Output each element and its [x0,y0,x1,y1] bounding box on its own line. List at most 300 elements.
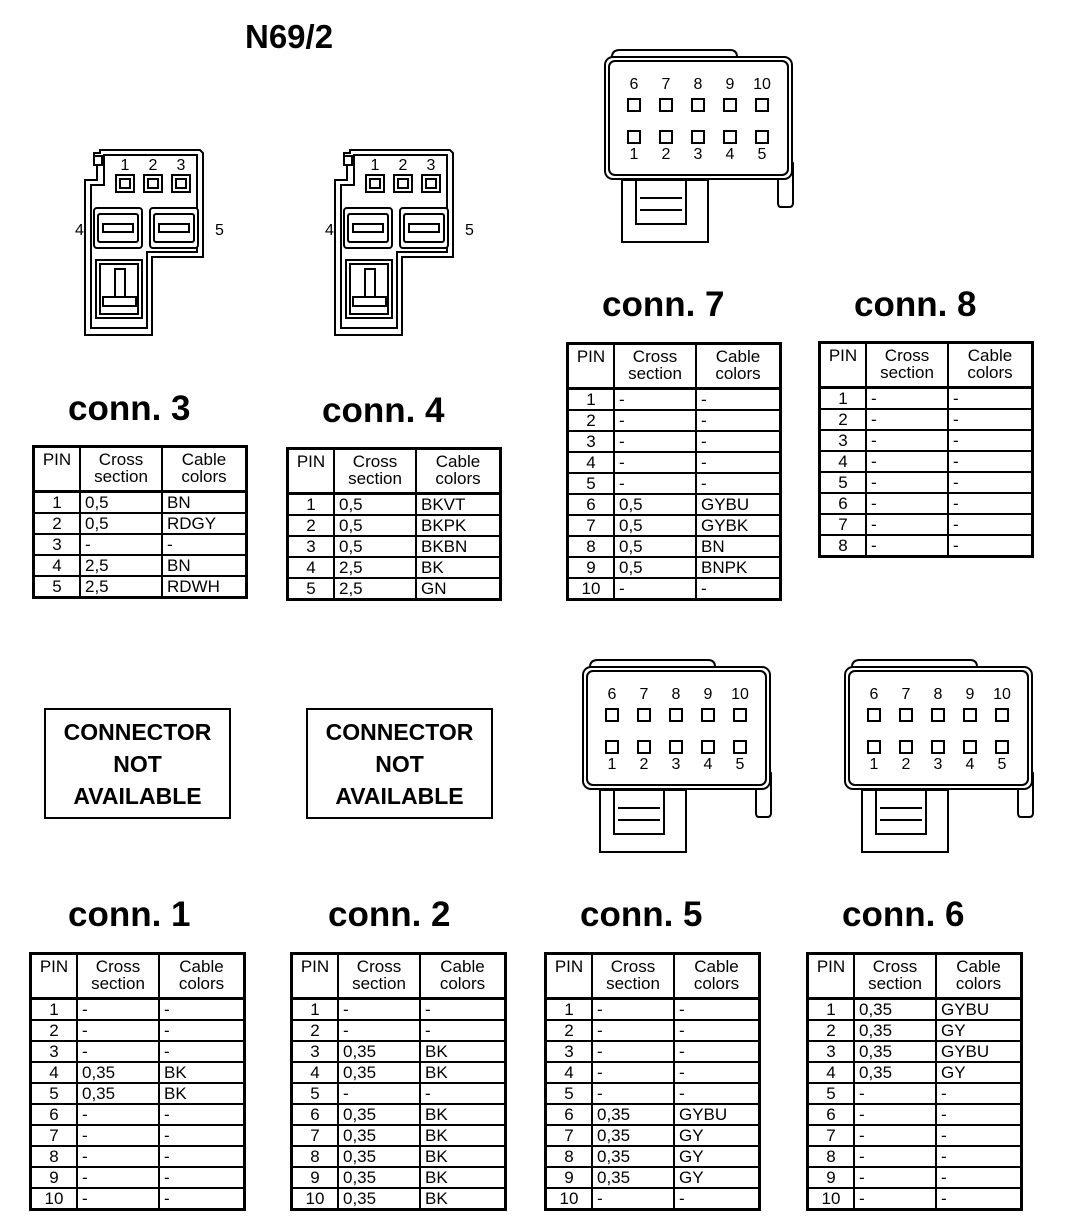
cable-color-value: BN [696,536,781,557]
cross-section-value: 0,35 [592,1146,674,1167]
connector-top-ridge [612,50,737,57]
cable-color-value: - [696,410,781,431]
pin-socket [868,709,880,721]
cable-color-value: - [948,430,1033,451]
pin-label: 6 [869,686,879,703]
pin-number: 6 [292,1104,339,1125]
cable-color-value: GY [936,1062,1022,1083]
table-row [546,1062,760,1083]
pin-number: 5 [34,576,81,598]
pin-number: 5 [568,473,615,494]
cable-color-value: - [159,1125,245,1146]
pin-label: 8 [671,686,681,703]
cable-colors-header: Cable colors [162,447,247,492]
cable-color-value: - [159,999,245,1021]
pin-label: 7 [639,686,649,703]
table-row [546,1146,760,1167]
table-row [34,555,247,576]
cross-section-value: 0,35 [338,1041,420,1062]
connector-5-drawing [578,655,778,855]
pin-socket [670,709,682,721]
table-row [568,494,781,515]
pin-socket [724,131,736,143]
table-row [546,1104,760,1125]
pin-number: 8 [292,1146,339,1167]
cross-section-value: 0,35 [854,1020,936,1041]
cross-section-header: Cross section [338,954,420,999]
pin-label: 3 [176,157,186,174]
cable-color-value: - [696,452,781,473]
cross-section-value: 2,5 [80,555,162,576]
pin-socket [734,741,746,753]
pin-number: 7 [820,514,867,535]
cable-color-value: BK [420,1104,506,1125]
cable-color-value: - [420,1083,506,1104]
na-line-3: AVAILABLE [73,782,202,809]
pin-number: 4 [31,1062,78,1083]
pin-number: 10 [546,1188,593,1210]
table-row [546,1041,760,1062]
pin-blade [103,224,133,232]
table-row [808,1125,1022,1146]
cross-section-value: 0,5 [80,513,162,534]
pin-number: 10 [568,578,615,600]
cable-color-value: - [674,999,760,1021]
cable-colors-header: Cable colors [416,449,501,494]
pin-socket-inner [398,179,408,188]
cross-section-value: 0,5 [334,515,416,536]
conn7-title: conn. 7 [602,285,725,324]
pin-blade [159,224,189,232]
pin-number: 3 [820,430,867,451]
pin-label: 1 [120,157,130,174]
cable-color-value: RDWH [162,576,247,598]
pin-header: PIN [808,954,855,999]
pin-label: 10 [731,686,749,703]
cable-colors-header: Cable colors [159,954,245,999]
cable-colors-header: Cable colors [948,343,1033,388]
table-row [546,1083,760,1104]
pin-number: 7 [31,1125,78,1146]
pin-socket [628,131,640,143]
cross-section-value: - [592,1062,674,1083]
table-row [288,578,501,600]
table-row [34,576,247,598]
cable-color-value: - [674,1062,760,1083]
cable-color-value: - [674,1188,760,1210]
table-row [820,430,1033,451]
cross-section-value: - [77,1020,159,1041]
connector-3-drawing [70,145,230,340]
pin-number: 5 [808,1083,855,1104]
cable-color-value: BKBN [416,536,501,557]
cable-color-value: BNPK [696,557,781,578]
table-row [820,409,1033,430]
cable-color-value: - [948,493,1033,514]
pin-number: 8 [568,536,615,557]
pin-number: 8 [546,1146,593,1167]
conn1-title: conn. 1 [68,895,191,934]
pin-socket-inner [176,179,186,188]
cross-section-value: 0,35 [338,1146,420,1167]
pin-number: 8 [31,1146,78,1167]
cable-color-value: BK [416,557,501,578]
table-row [292,1188,506,1210]
cross-section-value: 0,5 [614,515,696,536]
cable-color-value: - [936,1188,1022,1210]
cable-color-value: - [948,514,1033,535]
pin-socket-inner [148,179,158,188]
cross-section-value: 0,5 [614,494,696,515]
pin-number: 6 [808,1104,855,1125]
table-row [568,473,781,494]
cross-section-value: 0,5 [614,536,696,557]
cable-color-value: GYBU [674,1104,760,1125]
table-row [288,557,501,578]
pin-number: 2 [31,1020,78,1041]
table-row [820,514,1033,535]
cross-section-value: - [866,514,948,535]
cable-color-value: RDGY [162,513,247,534]
cross-section-value: - [592,999,674,1021]
pin-number: 3 [808,1041,855,1062]
pin-number: 1 [838,389,848,408]
table-row [808,1188,1022,1210]
connector-not-available-box-1 [44,708,231,819]
table-row [568,536,781,557]
cross-section-value: - [77,1125,159,1146]
cable-color-value: - [936,1125,1022,1146]
cross-section-value: - [592,1020,674,1041]
table-row [31,1041,245,1062]
cross-section-value: - [592,1083,674,1104]
connector-top-ridge [590,660,715,667]
cross-section-header: Cross section [854,954,936,999]
cross-section-value: - [338,1083,420,1104]
key-stem [115,269,125,299]
table-row [31,1167,245,1188]
cross-section-value: - [854,1146,936,1167]
pin-socket-inner [426,179,436,188]
cable-color-value: BK [159,1083,245,1104]
table-row [31,1146,245,1167]
pin-socket-inner [120,179,130,188]
cable-color-value: - [948,535,1033,557]
pin-number: 5 [292,1083,339,1104]
table-row [568,515,781,536]
pin-number: 7 [808,1125,855,1146]
pin-number: 1 [49,1000,59,1019]
cable-color-value: - [159,1041,245,1062]
cross-section-value: 0,5 [614,557,696,578]
table-row [31,1062,245,1083]
pin-socket [692,99,704,111]
cross-section-value: 0,35 [854,999,936,1021]
pin-number: 4 [808,1062,855,1083]
cross-section-value: 0,35 [338,1125,420,1146]
cable-color-value: - [420,1020,506,1041]
cable-color-value: GY [674,1167,760,1188]
table-row [31,1188,245,1210]
cable-color-value: BK [420,1167,506,1188]
cable-color-value: GY [674,1146,760,1167]
pin-socket [900,741,912,753]
connector-4-drawing [320,145,480,340]
conn6-title: conn. 6 [842,895,965,934]
cross-section-value: - [854,1125,936,1146]
pin-label: 5 [735,756,745,773]
cross-section-value: - [592,1041,674,1062]
cross-section-value: 0,5 [334,494,416,516]
pin-socket [670,741,682,753]
cross-section-value: 0,35 [592,1104,674,1125]
pin-socket [964,709,976,721]
pin-socket [756,131,768,143]
cross-section-value: 0,35 [77,1062,159,1083]
table-row [808,999,1022,1021]
cable-color-value: - [936,1146,1022,1167]
cable-color-value: - [159,1104,245,1125]
table-row [546,1188,760,1210]
pin-label: 5 [757,146,767,163]
cable-color-value: - [936,1083,1022,1104]
cable-color-value: - [948,409,1033,430]
cross-section-value: 0,35 [338,1062,420,1083]
pin-label: 4 [325,222,334,239]
table-row [292,1125,506,1146]
pin-label: 7 [661,76,671,93]
cross-section-value: - [866,493,948,514]
pin-label: 6 [629,76,639,93]
cross-section-value: - [866,430,948,451]
pin-number: 2 [34,513,81,534]
pin-number: 2 [808,1020,855,1041]
pin-socket [660,131,672,143]
pin-number: 3 [568,431,615,452]
conn4-title: conn. 4 [322,391,445,430]
pin-number: 6 [31,1104,78,1125]
pin-label: 3 [426,157,436,174]
table-row [820,535,1033,557]
table-row [34,513,247,534]
cross-section-value: 2,5 [334,557,416,578]
cross-section-value: - [614,389,696,411]
na-line-2: NOT [375,750,424,777]
cross-section-value: - [614,473,696,494]
conn5-pin-table [544,952,761,1211]
pin-socket [724,99,736,111]
table-row [292,999,506,1021]
pin-socket [606,709,618,721]
cable-color-value: GYBU [936,1041,1022,1062]
pin-number: 4 [546,1062,593,1083]
pin-label: 3 [693,146,703,163]
cross-section-value: - [866,388,948,410]
cross-section-value: - [614,452,696,473]
na-line-1: CONNECTOR [63,718,212,745]
cross-section-value: - [338,1020,420,1041]
cable-color-value: - [162,534,247,555]
pin-blade [353,224,383,232]
cable-color-value: - [936,1167,1022,1188]
pin-header: PIN [292,954,339,999]
pin-number: 7 [568,515,615,536]
conn8-title: conn. 8 [854,285,977,324]
cross-section-value: - [866,409,948,430]
cable-colors-header: Cable colors [696,344,781,389]
pin-number: 2 [546,1020,593,1041]
key-stem [365,269,375,299]
pin-socket [734,709,746,721]
pin-socket [638,709,650,721]
cable-color-value: BKPK [416,515,501,536]
table-row [808,1041,1022,1062]
pin-number: 7 [292,1125,339,1146]
cable-color-value: GY [936,1020,1022,1041]
table-row [31,1104,245,1125]
cross-section-value: 0,35 [77,1083,159,1104]
pin-blade [409,224,439,232]
conn5-title: conn. 5 [580,895,703,934]
pin-label: 7 [901,686,911,703]
cross-section-value: - [854,1167,936,1188]
pin-label: 3 [671,756,681,773]
connector-lock-slot [876,790,926,834]
cross-section-value: - [614,410,696,431]
table-row [808,1146,1022,1167]
pin-number: 1 [52,493,62,512]
cable-color-value: - [696,431,781,452]
cable-color-value: GYBK [696,515,781,536]
pin-socket [628,99,640,111]
table-row [292,1104,506,1125]
table-row [292,1146,506,1167]
cross-section-value: - [866,451,948,472]
table-row [292,1167,506,1188]
table-row [808,1062,1022,1083]
table-row [568,410,781,431]
cable-color-value: BK [420,1188,506,1210]
cross-section-value: 2,5 [80,576,162,598]
pin-label: 1 [370,157,380,174]
pin-label: 10 [993,686,1011,703]
cross-section-value: - [77,1146,159,1167]
pin-number: 2 [292,1020,339,1041]
table-row [820,472,1033,493]
cross-section-value: - [854,1083,936,1104]
pin-label: 4 [965,756,975,773]
cable-color-value: BK [159,1062,245,1083]
pin-number: 4 [288,557,335,578]
connector-lock-slot [614,790,664,834]
cable-color-value: - [948,388,1033,410]
table-row [820,493,1033,514]
pin-label: 6 [607,686,617,703]
cross-section-value: - [854,1104,936,1125]
cross-section-value: - [77,999,159,1021]
cable-color-value: - [948,472,1033,493]
na-line-1: CONNECTOR [325,718,474,745]
table-row [288,515,501,536]
table-row [546,1125,760,1146]
table-row [292,1041,506,1062]
key-base [103,297,136,306]
cross-section-value: - [77,1041,159,1062]
cable-color-value: GN [416,578,501,600]
pin-number: 9 [546,1167,593,1188]
pin-socket [638,741,650,753]
pin-label: 5 [215,222,224,239]
connector-7-drawing [600,45,800,245]
cross-section-header: Cross section [592,954,674,999]
cross-section-value: 0,35 [854,1041,936,1062]
pin-label: 9 [965,686,975,703]
table-row [808,1167,1022,1188]
pin-label: 4 [725,146,735,163]
table-row [546,1020,760,1041]
connector-top-ridge [852,660,977,667]
cross-section-value: - [614,578,696,600]
cable-color-value: - [159,1020,245,1041]
cable-color-value: BK [420,1125,506,1146]
cable-color-value: - [696,578,781,600]
pin-number: 2 [568,410,615,431]
cross-section-value: 0,5 [80,492,162,514]
pin-number: 4 [34,555,81,576]
table-row [568,389,781,411]
table-row [568,431,781,452]
cable-color-value: BN [162,492,247,514]
pin-header: PIN [288,449,335,494]
table-row [288,494,501,516]
cross-section-value: - [77,1104,159,1125]
pin-number: 8 [808,1146,855,1167]
cross-section-value: - [80,534,162,555]
table-row [288,536,501,557]
pin-label: 1 [869,756,879,773]
pin-number: 3 [288,536,335,557]
table-row [808,1104,1022,1125]
table-row [34,492,247,514]
cross-section-value: 2,5 [334,578,416,600]
pin-number: 5 [288,578,335,600]
pin-label: 9 [703,686,713,703]
cross-section-value: 0,35 [592,1125,674,1146]
table-row [31,1083,245,1104]
pin-number: 6 [546,1104,593,1125]
pin-number: 8 [820,535,867,557]
cross-section-value: 0,5 [334,536,416,557]
cross-section-header: Cross section [614,344,696,389]
cross-section-header: Cross section [334,449,416,494]
pin-number: 9 [808,1167,855,1188]
cable-color-value: - [948,451,1033,472]
table-row [292,1083,506,1104]
connector-lock-slot [636,180,686,224]
na-line-3: AVAILABLE [335,782,464,809]
pin-header: PIN [546,954,593,999]
pin-socket [932,741,944,753]
cross-section-value: 0,35 [854,1062,936,1083]
table-row [546,999,760,1021]
page-title: N69/2 [245,18,334,55]
table-row [292,1062,506,1083]
table-row [820,451,1033,472]
pin-number: 2 [820,409,867,430]
cable-color-value: BN [162,555,247,576]
pin-label: 8 [933,686,943,703]
pin-socket [702,741,714,753]
